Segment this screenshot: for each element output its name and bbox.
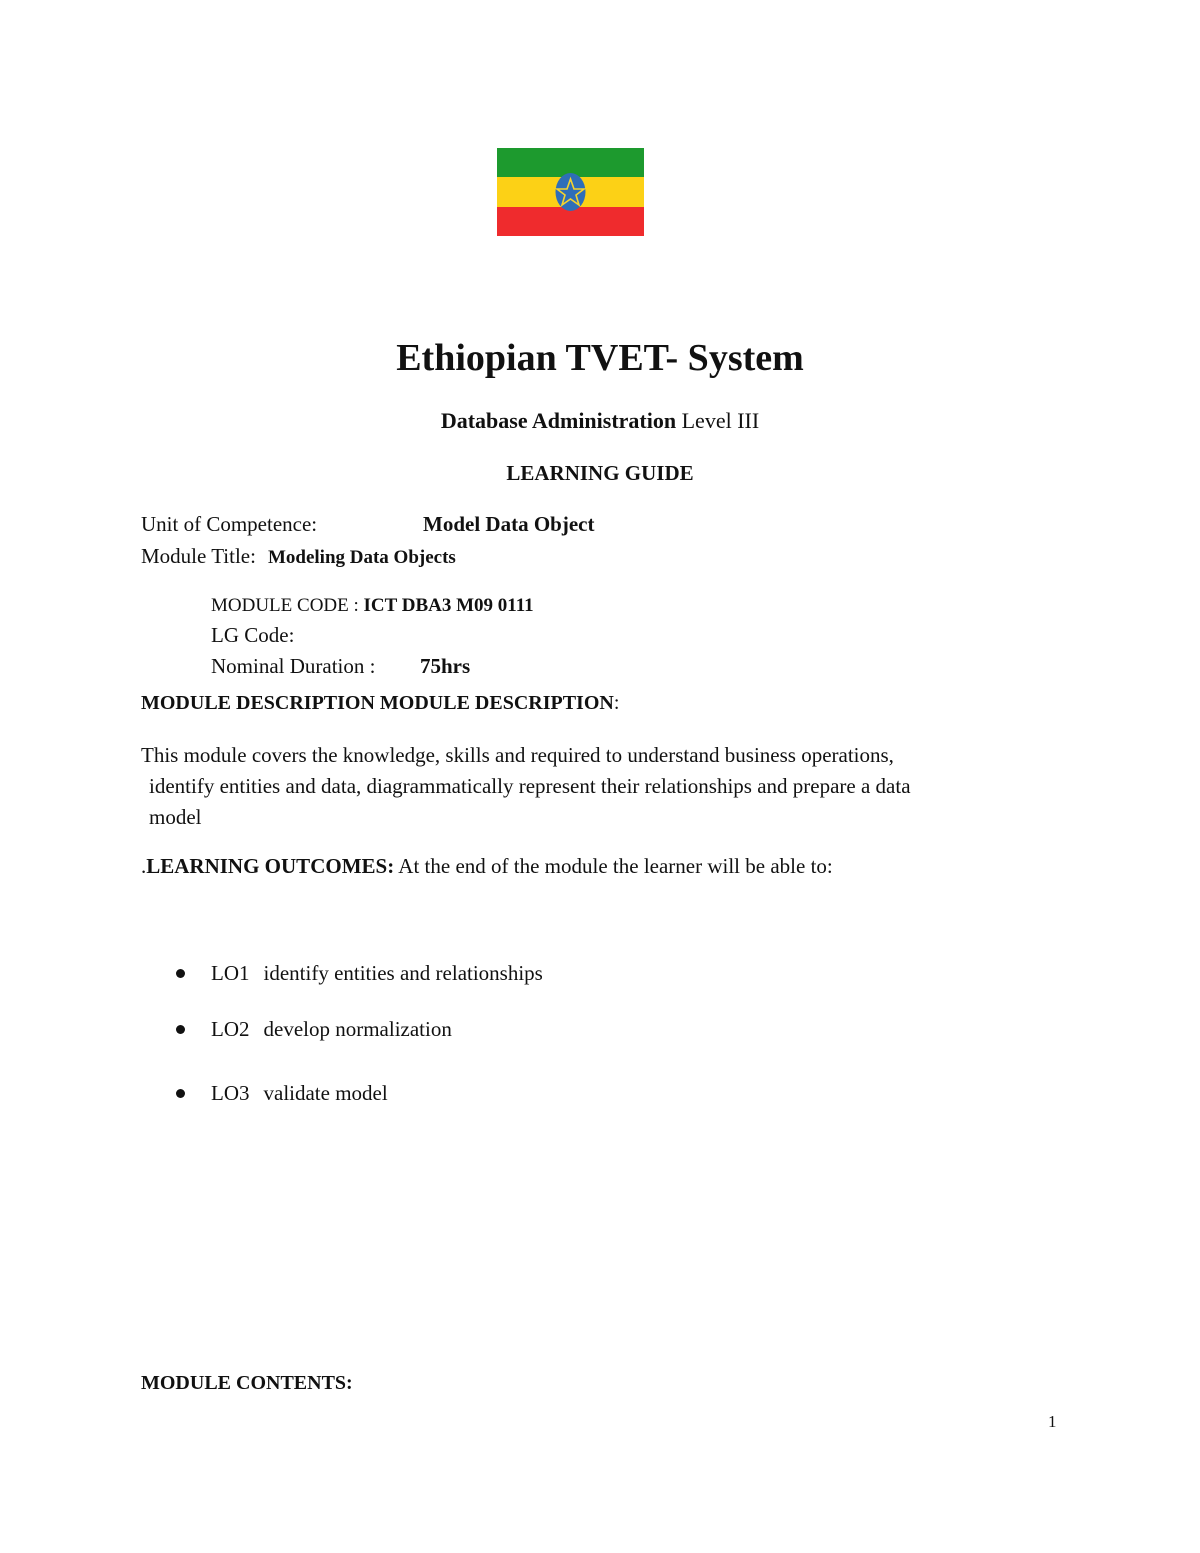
document-title: Ethiopian TVET- System xyxy=(396,337,804,379)
outcome-text: validate model xyxy=(263,1081,388,1105)
bullet-icon xyxy=(176,1025,185,1034)
learning-outcomes-prefix: . xyxy=(141,854,147,878)
bullet-icon xyxy=(176,1089,185,1098)
module-title-label-text: Module Title: xyxy=(141,544,256,568)
outcome-code: LO3 xyxy=(211,1081,250,1105)
bullet-icon xyxy=(176,969,185,978)
module-description-heading-text: MODULE DESCRIPTION MODULE DESCRIPTION xyxy=(141,692,614,714)
module-code-label: MODULE CODE : xyxy=(211,595,359,616)
module-description-paragraph xyxy=(141,740,1041,833)
learning-outcomes-intro: At the end of the module the learner will be able to: xyxy=(394,854,833,878)
duration-label: Nominal Duration : xyxy=(211,654,376,678)
description-line-2: identify entities and data, diagrammatically represent their relationships and prepare a data xyxy=(149,774,911,798)
duration-value: 75hrs xyxy=(420,654,471,678)
learning-guide-heading: LEARNING GUIDE xyxy=(506,461,694,485)
page-number: 1 xyxy=(1048,1412,1057,1431)
description-line-1: This module covers the knowledge, skills and required to understand business operations, xyxy=(141,743,894,767)
unit-value: Model Data Object xyxy=(423,512,595,536)
unit-label: Unit of Competence: xyxy=(141,512,318,536)
outcome-code: LO2 xyxy=(211,1017,250,1041)
lg-code-label: LG Code: xyxy=(211,623,295,647)
outcome-item-3 xyxy=(211,1081,388,1106)
learning-outcomes-heading: LEARNING OUTCOMES: xyxy=(146,854,395,878)
learning-outcomes-row xyxy=(141,854,833,879)
outcome-item-2 xyxy=(211,1017,452,1042)
outcome-text: identify entities and relationships xyxy=(263,961,543,985)
module-code-value: ICT DBA3 M09 0111 xyxy=(363,595,534,616)
module-description-heading xyxy=(141,692,619,715)
module-title-value: Modeling Data Objects xyxy=(267,547,456,568)
subtitle-program: Database Administration xyxy=(440,408,677,433)
outcome-item-1 xyxy=(211,961,543,986)
ethiopian-flag-image xyxy=(497,148,644,236)
flag-red-stripe xyxy=(497,207,644,236)
outcome-code: LO1 xyxy=(211,961,250,985)
subtitle-level: Level III xyxy=(676,408,760,433)
outcome-text: develop normalization xyxy=(263,1017,452,1041)
module-contents-heading: MODULE CONTENTS: xyxy=(141,1372,353,1394)
description-line-3: model xyxy=(149,805,202,829)
document-subtitle xyxy=(0,408,1200,434)
module-title-label xyxy=(141,544,456,569)
module-description-colon: : xyxy=(613,692,620,714)
module-code-row xyxy=(211,595,534,617)
